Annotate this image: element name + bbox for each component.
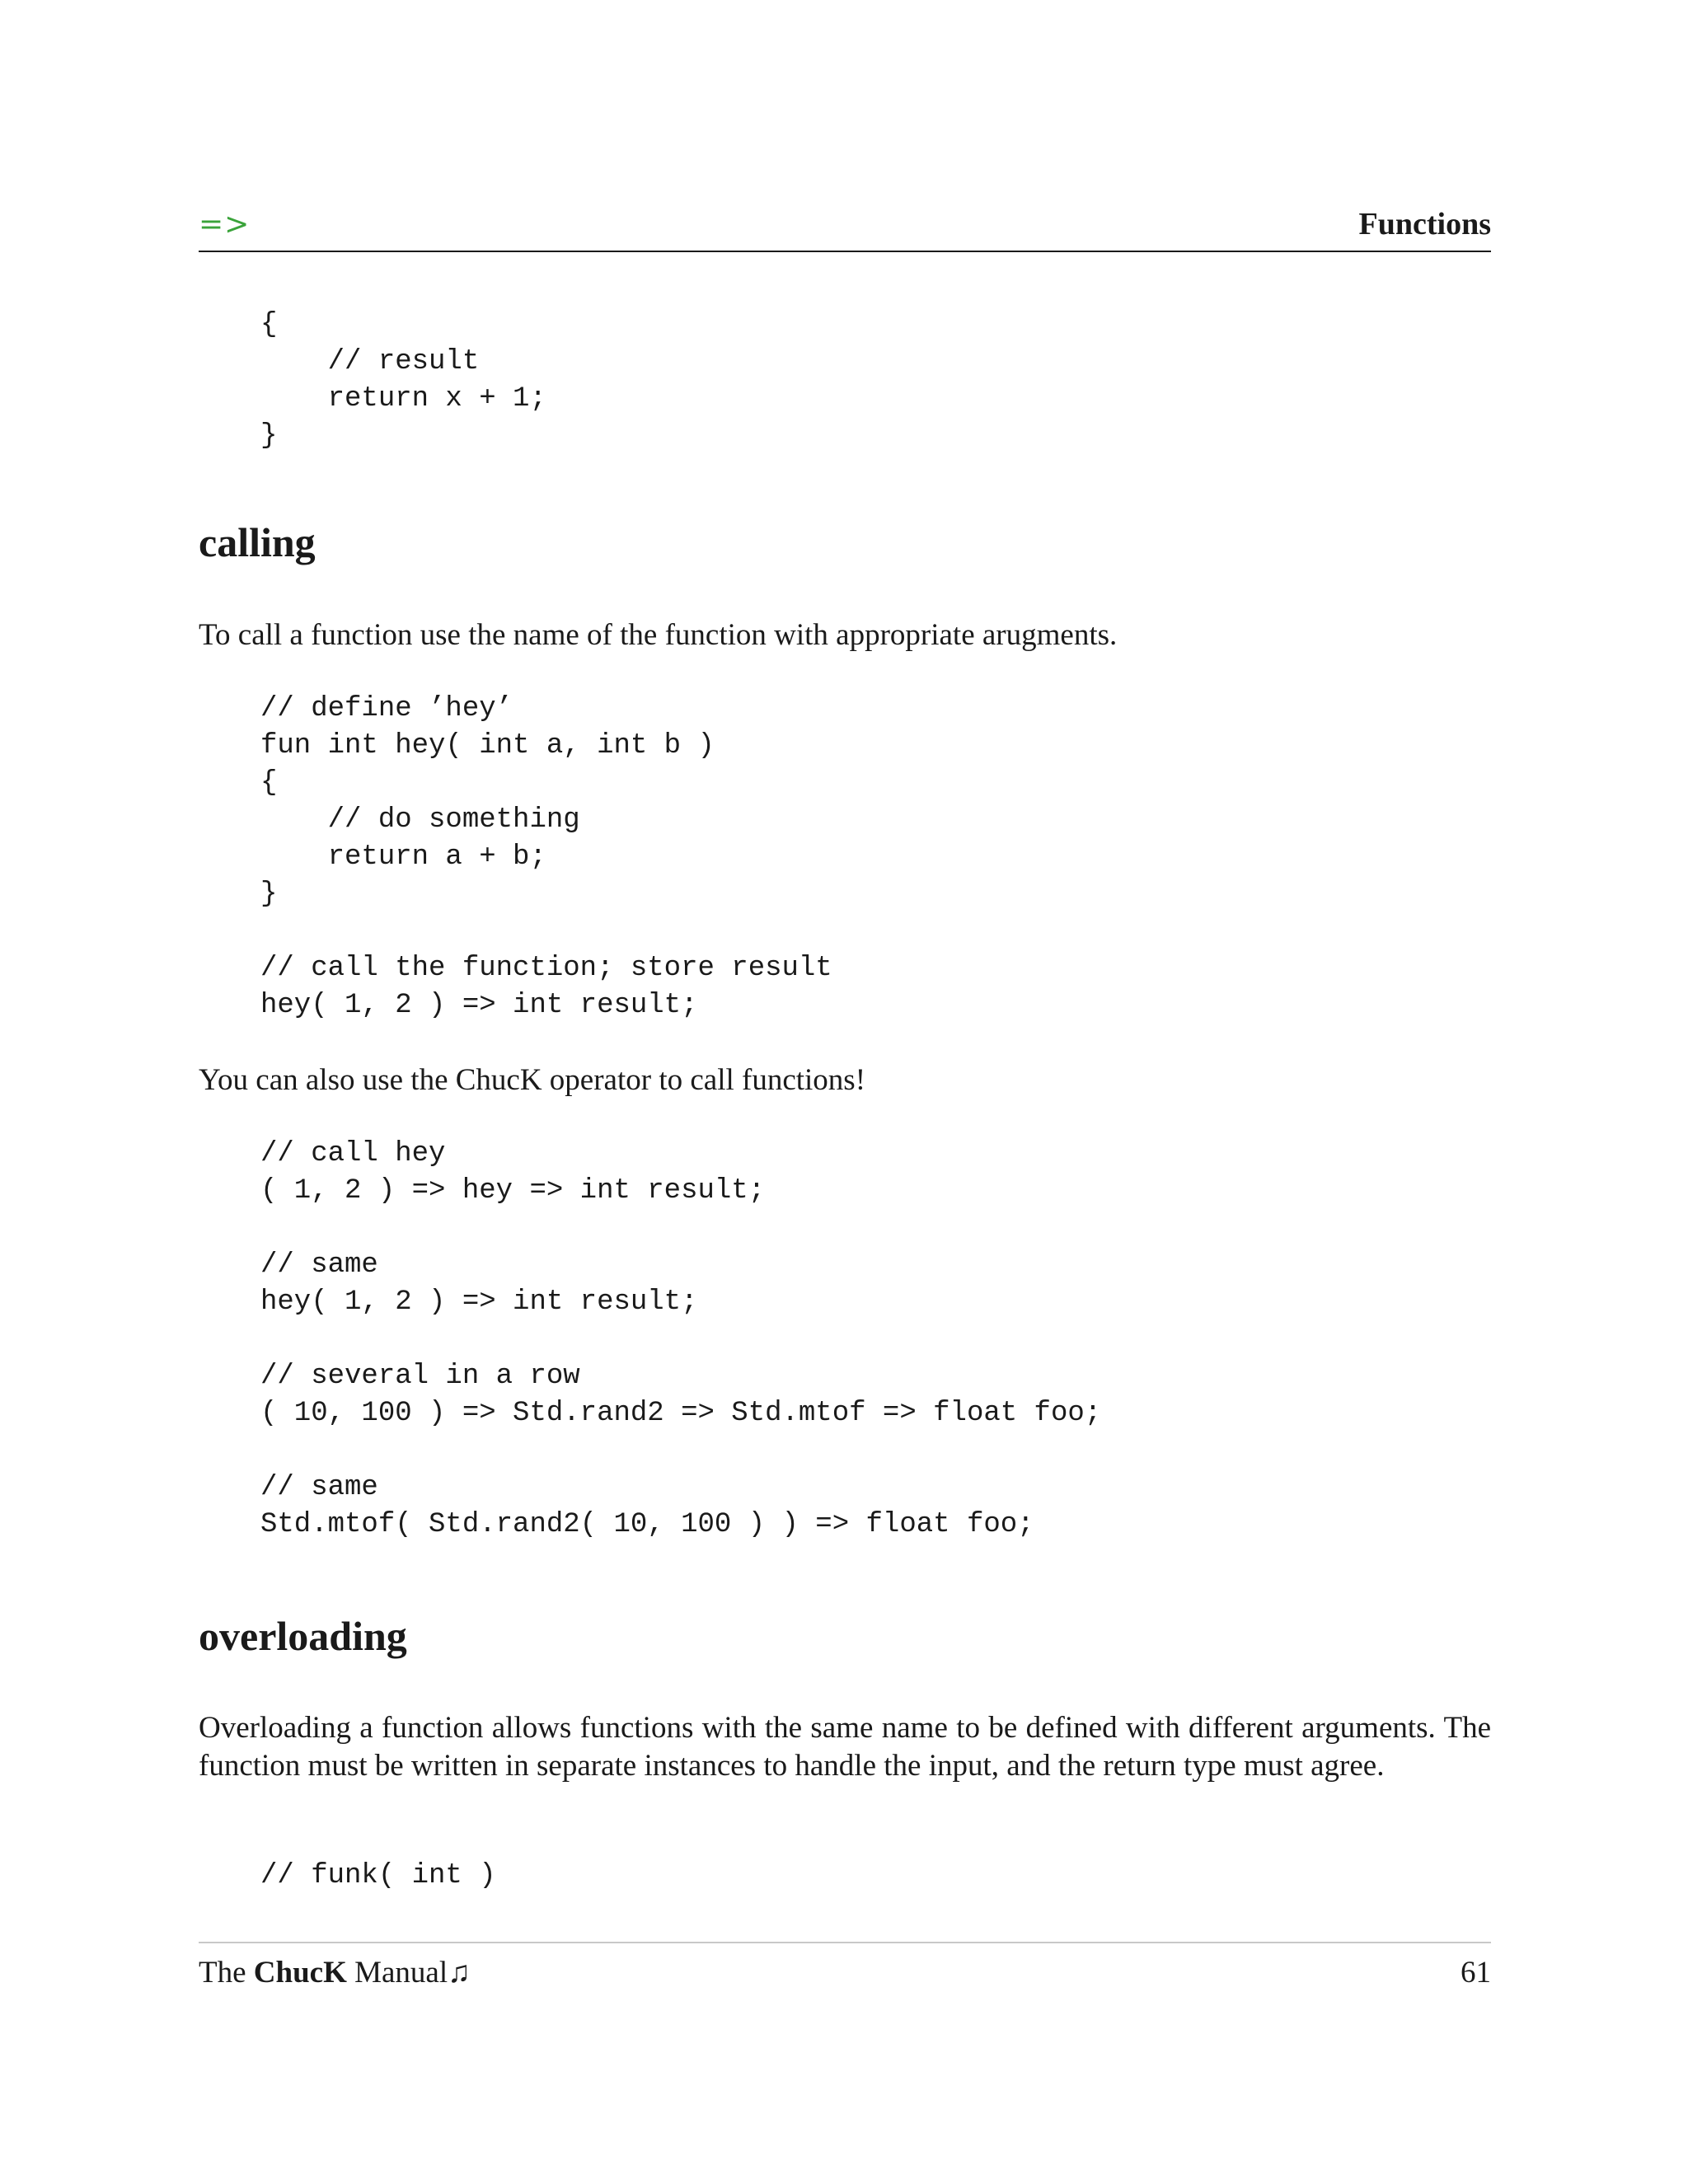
paragraph-overloading-intro: Overloading a function allows functions with the same name to be defined with different arguments. The function must be written in separate instances to handle the input, and the return type must agree. [199,1711,1491,1783]
footer-chuck: ChucK [253,1956,347,1990]
code-block-return: { // result return x + 1; } [260,309,546,452]
section-heading-overloading: overloading [199,1613,407,1659]
page-header [199,204,1491,252]
paragraph-chuck-operator: You can also use the ChucK operator to call functions! [199,1063,866,1097]
code-block-call-hey: // call hey ( 1, 2 ) => hey => int result; // same hey( 1, 2 ) => int result; // several in a row ( 10, 100 ) => Std.rand2 => Std.mtof => float foo; // same Std.mtof( Std.rand2( 10, 100 ) ) => float foo; [260,1138,1102,1540]
header-title: Functions [1358,207,1491,241]
footer-manual: Manual♫ [346,1956,471,1990]
section-heading-calling: calling [199,519,316,565]
footer-the: The [199,1956,254,1990]
paragraph-calling-intro: To call a function use the name of the function with appropriate arugments. [199,618,1118,652]
code-block-funk: // funk( int ) [260,1860,496,1891]
code-block-define-hey: // define ’hey’ fun int hey( int a, int b ) { // do something return a + b; } // call the function; store result hey( 1, 2 ) => int result; [260,693,832,1021]
page-footer [199,1942,1491,2001]
footer-manual-title [199,1955,471,1990]
header-arrow-link[interactable]: => [199,208,251,241]
page-number: 61 [1461,1956,1491,1990]
